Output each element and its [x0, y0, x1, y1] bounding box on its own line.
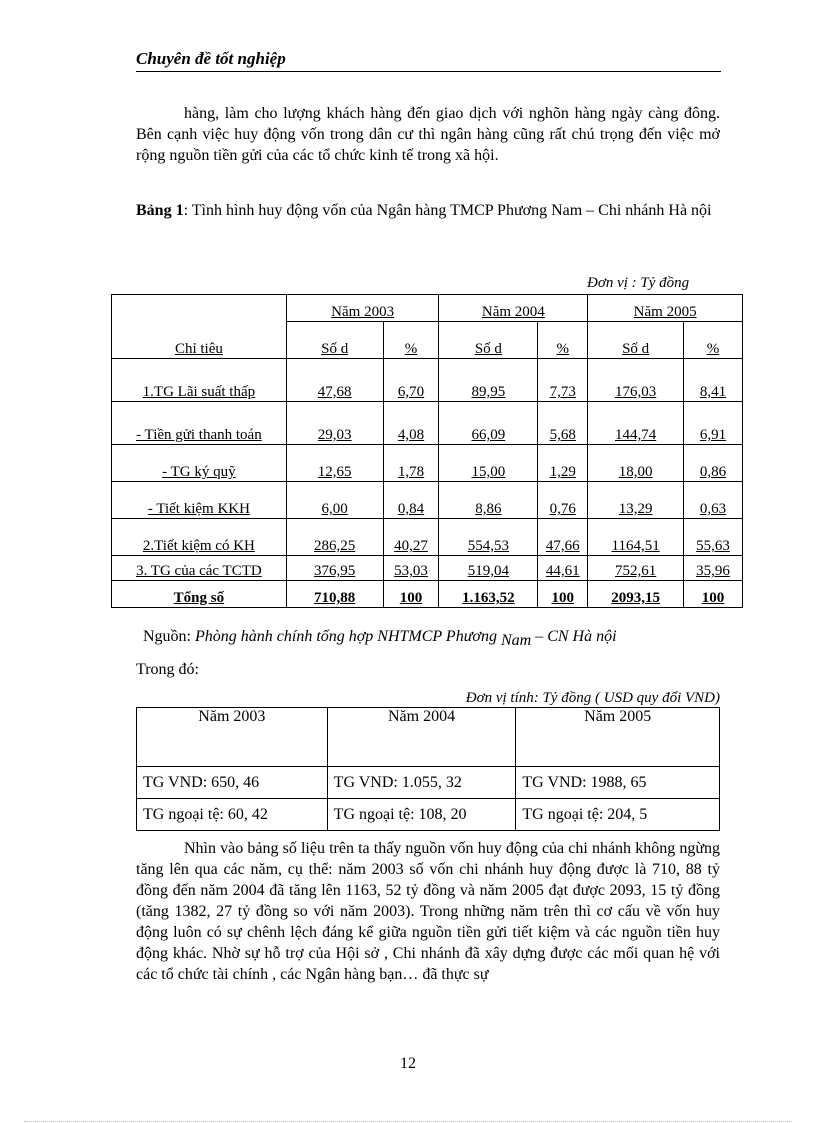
- table1-year-2003: Năm 2003: [286, 295, 439, 322]
- table1-percent-header: %: [383, 322, 439, 359]
- cell-value: 15,00: [471, 464, 506, 480]
- source-prefix: Nguồn:: [143, 628, 195, 645]
- currency-breakdown-table: [136, 707, 720, 831]
- table2-year: Năm 2003: [137, 708, 328, 767]
- cell-value: TG ngoại tệ: 108, 20: [327, 799, 516, 831]
- cell-value: 55,63: [696, 538, 730, 554]
- cell-value: 0,86: [699, 464, 727, 480]
- cell-value: 35,96: [696, 563, 730, 579]
- cell-value: 100: [399, 590, 423, 606]
- cell-value: 752,61: [615, 563, 657, 579]
- running-header: [136, 49, 721, 72]
- page-bottom-divider: [24, 1121, 792, 1122]
- table1-year-2004: Năm 2004: [439, 295, 588, 322]
- table-caption-label: Bảng 1: [136, 202, 184, 219]
- page-number: 12: [400, 1055, 416, 1072]
- cell-value: 6,70: [397, 384, 425, 400]
- header-title: Chuyên đề tốt nghiệp: [136, 49, 286, 68]
- row-label: 2.Tiết kiệm có KH: [142, 538, 255, 554]
- cell-value: TG VND: 650, 46: [137, 767, 328, 799]
- cell-value: 47,68: [317, 384, 352, 400]
- cell-value: 18,00: [618, 464, 653, 480]
- table1-amount-header: Số d: [588, 322, 684, 359]
- cell-value: 40,27: [394, 538, 428, 554]
- cell-value: 6,00: [321, 501, 348, 517]
- capital-mobilization-table: [111, 294, 743, 608]
- table-row: [112, 482, 743, 519]
- table-row: [112, 556, 743, 581]
- table2-year: Năm 2004: [327, 708, 516, 767]
- table-source: [143, 628, 617, 649]
- intro-paragraph: hàng, làm cho lượng khách hàng đến giao dịch với nghõn hàng ngày càng đông. Bên cạnh việc huy động vốn trong dân cư thì ngân hàng cũng rất chú trọng đến việc mở rộng nguồn tiền gửi của các tổ chức kinh tế trong xã hội.: [136, 105, 720, 164]
- cell-value: 1,29: [549, 464, 576, 480]
- table2-unit: Đơn vị tính: Tỷ đồng ( USD quy đổi VND): [465, 690, 720, 706]
- cell-value: 100: [551, 590, 574, 606]
- cell-value: 0,76: [549, 501, 576, 517]
- table1-year-row: [112, 295, 743, 322]
- cell-value: TG VND: 1988, 65: [516, 767, 720, 799]
- table1-percent-header: %: [538, 322, 588, 359]
- table1-indicator-header: Chỉ tiêu: [112, 295, 287, 359]
- cell-value: 519,04: [467, 563, 509, 579]
- cell-value: 376,95: [314, 563, 356, 579]
- cell-value: TG VND: 1.055, 32: [327, 767, 516, 799]
- analysis-paragraph: Nhìn vào bảng số liệu trên ta thấy nguồn vốn huy động của chi nhánh không ngừng tăng lên qua các năm, cụ thể: năm 2003 số vốn chi nhánh huy động được là 710, 88 tỷ đồng đến năm 2004 đã tăng lên 1163, 52 tỷ đồng và năm 2005 đạt được 2093, 15 tỷ đồng (tăng 1382, 27 tỷ đồng so với năm 2003). Trong những năm trên thì cơ cấu về vốn huy động luôn có sự chênh lệch đáng kể giữa nguồn tiền gửi tiết kiệm và các nguồn tiền huy động khác. Nhờ sự hỗ trợ của Hội sở , Chi nhánh đã xây dựng được các mối quan hệ với các tổ chức tài chính , các Ngân hàng bạn… đã thực sự: [136, 840, 720, 983]
- row-label: Tổng số: [173, 590, 225, 606]
- cell-value: 100: [701, 590, 725, 606]
- table1-amount-header: Số d: [286, 322, 383, 359]
- cell-value: 66,09: [471, 427, 506, 443]
- cell-value: 13,29: [618, 501, 653, 517]
- table1-amount-header: Số d: [439, 322, 538, 359]
- source-nam: Nam: [500, 632, 532, 649]
- cell-value: 286,25: [314, 538, 356, 554]
- cell-value: 6,91: [699, 427, 727, 443]
- row-label: - Tiết kiệm KKH: [147, 501, 250, 517]
- cell-value: 47,66: [545, 538, 580, 554]
- cell-value: 2093,15: [611, 590, 660, 606]
- cell-value: 144,74: [615, 427, 657, 443]
- table-caption: [136, 200, 720, 222]
- source-suffix: – CN Hà nội: [531, 628, 617, 645]
- row-label: - TG ký quỹ: [162, 464, 236, 480]
- cell-value: 554,53: [467, 538, 509, 554]
- source-text: Phòng hành chính tổng hợp NHTMCP Phương: [195, 628, 501, 645]
- table-row: [137, 799, 720, 831]
- cell-value: TG ngoại tệ: 204, 5: [516, 799, 720, 831]
- table1-unit: Đơn vị : Tỷ đồng: [587, 275, 690, 291]
- cell-value: 1.163,52: [462, 590, 515, 606]
- cell-value: 4,08: [397, 427, 425, 443]
- cell-value: 1,78: [397, 464, 425, 480]
- table1-percent-header: %: [684, 322, 743, 359]
- table-caption-text: : Tình hình huy động vốn của Ngân hàng TMCP Phương Nam – Chi nhánh Hà nội: [183, 202, 712, 219]
- row-label: 3. TG của các TCTD: [136, 563, 262, 579]
- cell-value: 176,03: [615, 384, 657, 400]
- cell-value: 29,03: [317, 427, 352, 443]
- cell-value: 8,86: [475, 501, 502, 517]
- cell-value: 0,63: [699, 501, 727, 517]
- cell-value: 8,41: [699, 384, 727, 400]
- table2-header-row: [137, 708, 720, 767]
- cell-value: 710,88: [314, 590, 356, 606]
- table-row: [137, 767, 720, 799]
- cell-value: 89,95: [471, 384, 506, 400]
- cell-value: 12,65: [317, 464, 352, 480]
- trong-do-label: Trong đó:: [136, 661, 199, 678]
- cell-value: 5,68: [549, 427, 576, 443]
- table-row: [112, 402, 743, 445]
- cell-value: 53,03: [394, 563, 428, 579]
- table-row: [112, 445, 743, 482]
- cell-value: 1164,51: [611, 538, 660, 554]
- cell-value: 7,73: [549, 384, 576, 400]
- row-label: 1.TG Lãi suất thấp: [142, 384, 256, 400]
- table2-year: Năm 2005: [516, 708, 720, 767]
- table-total-row: [112, 581, 743, 608]
- cell-value: TG ngoại tệ: 60, 42: [137, 799, 328, 831]
- table-row: [112, 359, 743, 402]
- cell-value: 44,61: [545, 563, 580, 579]
- table-row: [112, 519, 743, 556]
- table1-year-2005: Năm 2005: [588, 295, 743, 322]
- row-label: - Tiền gửi thanh toán: [136, 427, 262, 443]
- cell-value: 0,84: [397, 501, 425, 517]
